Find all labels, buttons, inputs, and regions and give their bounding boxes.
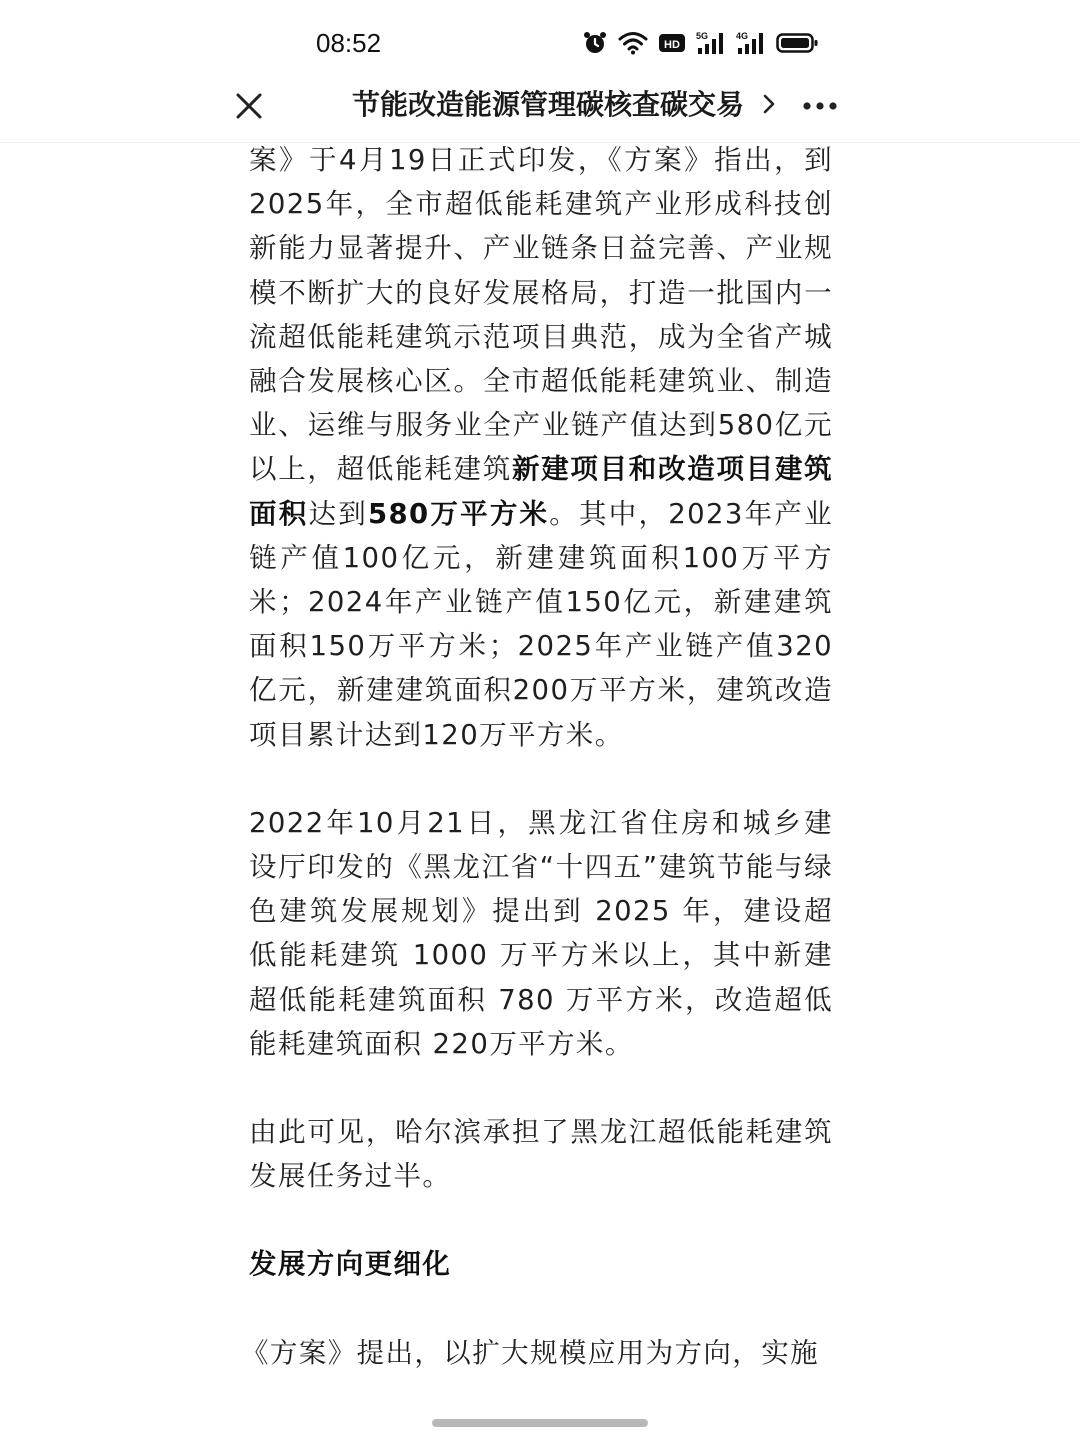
article-body	[241, 138, 833, 1375]
article-paragraph: 《方案》提出，以扩大规模应用为方向，实施	[241, 1336, 819, 1369]
home-indicator[interactable]	[432, 1419, 648, 1427]
5g-signal-icon	[696, 30, 726, 56]
4g-signal-icon	[736, 30, 766, 56]
section-heading: 发展方向更细化	[249, 1248, 452, 1281]
paragraph-text: 。其中，2023年产业链产值100亿元，新建建筑面积100万平方米；2024年产业链产值150亿元，新建建筑面积150万平方米；2025年产业链产值320亿元，新建建筑面积200万平方米，建筑改造项目累计达到120万平方米。	[249, 497, 833, 751]
more-icon	[800, 90, 840, 122]
hd-label: HD	[664, 39, 680, 51]
paragraph-text: 达到	[308, 497, 368, 530]
hd-icon	[658, 32, 686, 54]
battery-icon	[776, 32, 818, 54]
more-button[interactable]	[800, 90, 840, 122]
close-icon	[232, 89, 266, 123]
account-title-link[interactable]	[352, 85, 776, 126]
article-paragraph	[249, 138, 833, 757]
nav-bar	[0, 72, 1080, 143]
bold-text: 580万平方米	[367, 497, 550, 530]
bold-text: 新建项目和改造项目建筑面积	[249, 453, 833, 530]
close-button[interactable]	[232, 89, 266, 123]
status-time: 08:52	[316, 28, 382, 58]
article-paragraph: 由此可见，哈尔滨承担了黑龙江超低能耗建筑发展任务过半。	[249, 1116, 833, 1193]
5g-label: 5G	[696, 31, 709, 41]
status-icons	[582, 28, 818, 58]
4g-label: 4G	[736, 31, 749, 41]
wifi-icon	[618, 31, 648, 55]
page-title: 节能改造能源管理碳核查碳交易	[352, 88, 745, 121]
paragraph-text: 案》于4月19日正式印发，《方案》指出，到2025年，全市超低能耗建筑产业形成科技创新能力显著提升、产业链条日益完善、产业规模不断扩大的良好发展格局，打造一批国内一流超低能耗建筑示范项目典范，成为全省产城融合发展核心区。全市超低能耗建筑业、制造业、运维与服务业全产业链产值达到580亿元以上，超低能耗建筑	[249, 144, 833, 486]
alarm-icon	[582, 30, 608, 56]
chevron-right-icon	[762, 86, 776, 126]
article-paragraph: 2022年10月21日，黑龙江省住房和城乡建设厅印发的《黑龙江省“十四五”建筑节能与绿色建筑发展规划》提出到 2025 年，建设超低能耗建筑 1000 万平方米以上，其中新建超低能耗建筑面积 780 万平方米，改造超低能耗建筑面积 220万平方米。	[249, 806, 833, 1060]
